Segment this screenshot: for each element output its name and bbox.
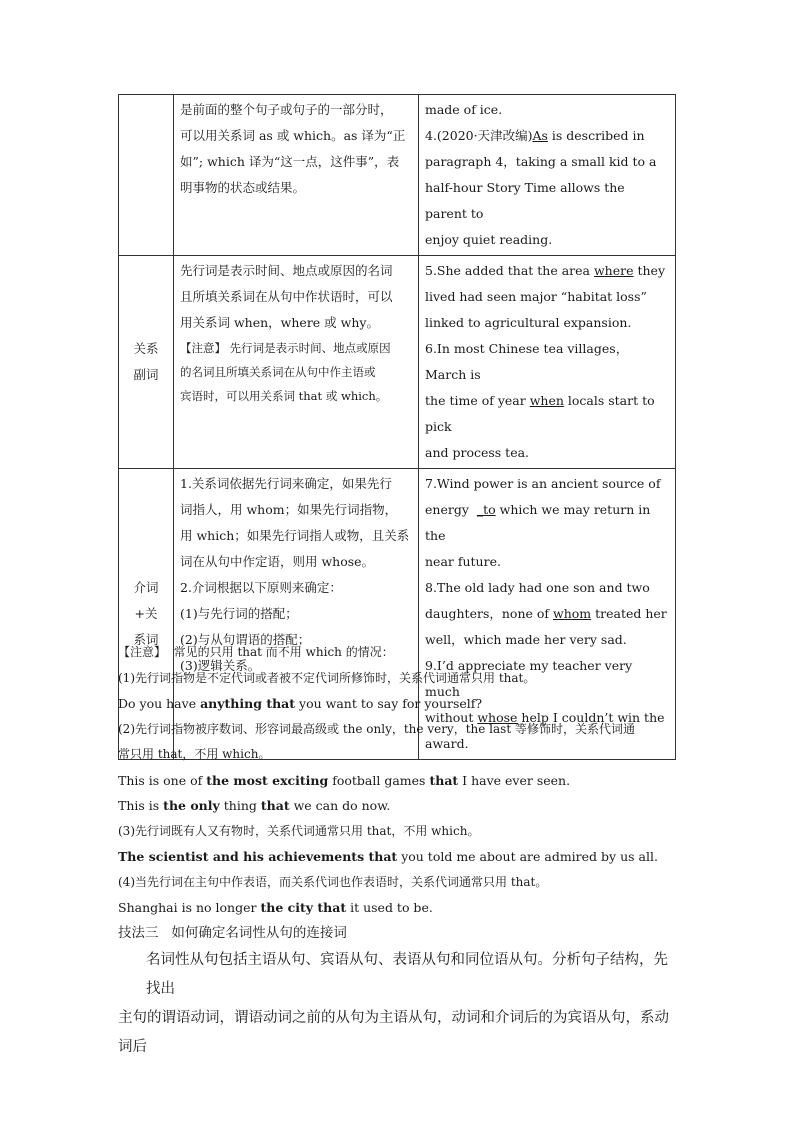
example-8	[425, 601, 669, 627]
example-text: I have ever seen.	[458, 772, 571, 788]
paragraph-line: 名词性从句包括主语从句、宾语从句、表语从句和同位语从句。分析句子结构，先找出	[146, 952, 668, 997]
example-bold: anything that	[200, 696, 296, 711]
paragraph-line: 主句的谓语动词，谓语动词之前的从句为主语从句，动词和介词后的为宾语从句，系动词后	[118, 1010, 669, 1055]
answer-underlined: when	[529, 393, 564, 408]
note-rule-1: (1)先行词指物是不定代词或者被不定代词所修饰时，关系代词通常只用 that。	[118, 670, 536, 685]
table-row	[119, 95, 676, 256]
answer-underlined: where	[593, 263, 634, 278]
section-title: 技法三 如何确定名词性从句的连接词	[118, 924, 347, 941]
category-cell	[119, 256, 174, 469]
table-row	[119, 256, 676, 469]
rule-text: 用 which；如果先行词指人或物，且关系	[180, 528, 410, 543]
note-example-1	[118, 691, 678, 717]
note-rule-2-cont: 常只用 that，不用 which。	[118, 747, 271, 761]
example-text: the time of year	[425, 393, 530, 408]
note-text: 宾语时，可以用关系词 that 或 which。	[180, 389, 388, 403]
category-label: 系词	[133, 632, 159, 647]
rule-text: 词在从句中作定语，则用 whose。	[180, 554, 375, 569]
category-cell	[119, 95, 174, 256]
note-header	[118, 640, 678, 666]
example-text: paragraph 4，taking a small kid to a	[425, 154, 657, 169]
example-bold: the city that	[260, 900, 347, 915]
example-text: without	[425, 710, 478, 725]
example-bold: that	[260, 798, 290, 813]
note-tag: 【注意】	[118, 645, 167, 659]
example-text: energy	[425, 502, 477, 517]
note-text: 的名词且所填关系词在从句中作主语或	[180, 365, 376, 379]
answer-underlined: whom	[553, 606, 592, 621]
example-6	[425, 388, 669, 440]
example-text: well，which made her very sad.	[425, 632, 627, 647]
example-text: made of ice.	[425, 102, 503, 117]
note-example-5	[118, 895, 678, 921]
note-example-3	[118, 793, 678, 819]
example-text: Do you have	[118, 696, 201, 711]
example-text: 6.In most Chinese tea villages，March is	[425, 341, 629, 382]
example-text: This is	[118, 798, 164, 813]
example-7	[425, 497, 669, 549]
rule-text: (3)逻辑关系。	[180, 658, 261, 673]
note-text: 【注意】 先行词是表示时间、地点或原因	[180, 341, 391, 355]
example-text: 4.(2020·天津改编)	[425, 128, 533, 143]
example-text: award.	[425, 736, 469, 751]
rule-text: 2.介词根据以下原则来确定：	[180, 580, 342, 595]
rule-text: (1)与先行词的搭配；	[180, 606, 298, 621]
example-text: enjoy quiet reading.	[425, 232, 553, 247]
answer-underlined: As	[532, 128, 548, 143]
rule-text: 明事物的状态或结果。	[180, 180, 306, 195]
rule-text: 词指人，用 whom；如果先行词指物，	[180, 502, 398, 517]
rule-text: 如”; which 译为“这一点，这件事”，表	[180, 154, 400, 169]
example-text: This is one of	[118, 772, 207, 788]
example-cell	[419, 95, 676, 256]
example-bold: the only	[163, 798, 220, 813]
category-label: 关系	[133, 341, 159, 356]
example-text: 9.I’d appreciate my teacher very much	[425, 658, 633, 699]
rule-cell	[174, 95, 419, 256]
rule-text: (2)与从句谓语的搭配；	[180, 632, 311, 647]
example-text: which we may return in the	[425, 502, 651, 543]
example-text: we can do now.	[289, 798, 391, 813]
example-text: 8.The old lady had one son and two	[425, 580, 650, 595]
example-text: daughters，none of	[425, 606, 553, 621]
category-label: 介词	[133, 580, 159, 595]
rule-text: 用关系词 when，where 或 why。	[180, 315, 379, 330]
note-rule-2: (2)先行词指物被序数词、形容词最高级或 the only，the very，the last 等修饰时，关系代词通	[118, 721, 635, 736]
example-text: 7.Wind power is an ancient source of	[425, 476, 661, 491]
example-5	[425, 258, 669, 284]
example-text: Shanghai is no longer	[118, 900, 261, 915]
example-text: they	[633, 263, 666, 278]
example-bold: that	[429, 772, 459, 788]
category-label: 副词	[133, 367, 159, 382]
example-bold: The scientist and his achievements that	[118, 849, 398, 864]
example-text: linked to agricultural expansion.	[425, 315, 632, 330]
category-label: +关	[134, 606, 158, 621]
example-text: help I couldn’t win the	[517, 710, 665, 725]
example-text: it used to be.	[346, 900, 433, 915]
example-text: lived had seen major “habitat loss”	[425, 289, 647, 304]
example-text: is described in	[547, 128, 645, 143]
notes-section	[118, 640, 678, 1062]
answer-underlined: _to	[476, 502, 496, 517]
rule-text: 1.关系词依据先行词来确定，如果先行	[180, 476, 392, 491]
rule-cell	[174, 256, 419, 469]
rule-text: 可以用关系词 as 或 which。as 译为“正	[180, 128, 406, 143]
example-cell	[419, 256, 676, 469]
rule-text: 且所填关系词在从句中作状语时，可以	[180, 289, 393, 304]
example-text: you want to say for yourself?	[295, 696, 483, 711]
rule-text: 是前面的整个句子或句子的一部分时，	[180, 102, 393, 117]
note-rule-4: (4)当先行词在主句中作表语，而关系代词也作表语时，关系代词通常只用 that。	[118, 874, 548, 889]
rule-text: 先行词是表示时间、地点或原因的名词	[180, 263, 393, 278]
example-text: and process tea.	[425, 445, 530, 460]
example-text: football games	[328, 772, 430, 788]
note-header-text: 常见的只用 that 而不用 which 的情况：	[166, 645, 394, 659]
example-text: half-hour Story Time allows the parent to	[425, 180, 625, 221]
example-text: near future.	[425, 554, 501, 569]
answer-underlined: whose	[477, 710, 518, 725]
note-rule-3: (3)先行词既有人又有物时，关系代词通常只用 that，不用 which。	[118, 823, 480, 838]
example-bold: the most exciting	[206, 772, 329, 788]
example-text: treated her	[591, 606, 667, 621]
example-text: 5.She added that the area	[425, 263, 594, 278]
example-text: thing	[219, 798, 261, 813]
example-text: you told me about are admired by us all.	[397, 849, 658, 864]
example-text: locals start to pick	[425, 393, 655, 434]
note-example-4	[118, 844, 678, 870]
example-4	[425, 123, 669, 149]
note-example-2	[118, 768, 678, 794]
